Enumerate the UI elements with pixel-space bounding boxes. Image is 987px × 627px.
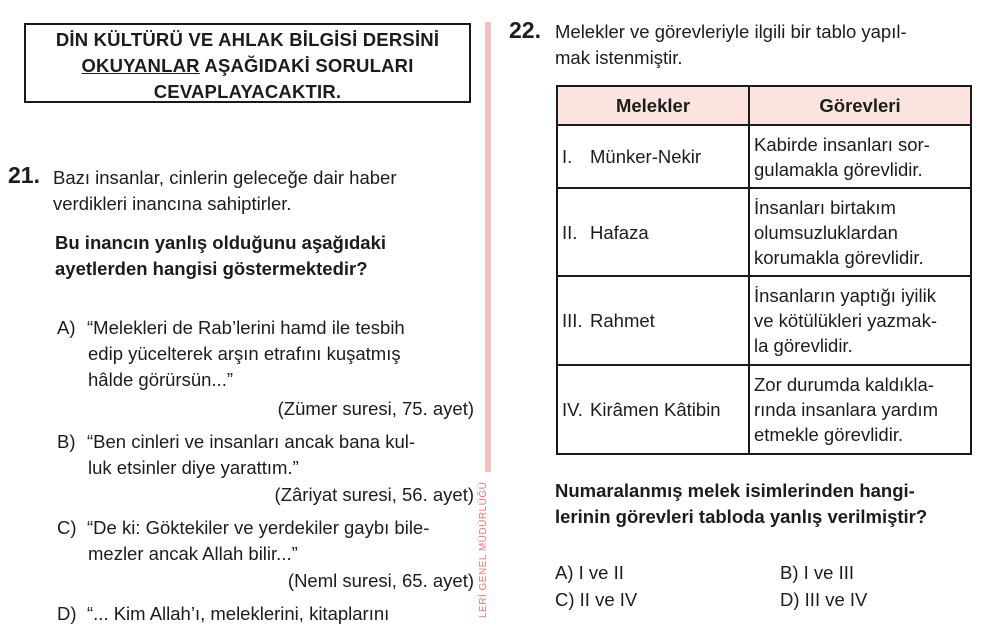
- option-letter: D): [57, 603, 77, 624]
- vertical-publisher-text: LERİ GENEL MÜDÜRLÜĞÜ: [478, 481, 489, 618]
- question-21-prompt-1: Bu inancın yanlış olduğunu aşağıdaki: [55, 232, 386, 253]
- duty-line: la görevlidir.: [754, 335, 853, 356]
- notice-line-1: DİN KÜLTÜRÜ VE AHLAK BİLGİSİ DERSİNİ: [55, 29, 440, 50]
- column-separator: [485, 22, 491, 472]
- option-line: edip yücelterek arşın etrafını kuşatmış: [88, 343, 401, 364]
- angel-name: Hafaza: [590, 221, 649, 243]
- angel-name: Kirâmen Kâtibin: [590, 399, 721, 420]
- notice-underlined-word: OKUYANLAR: [81, 55, 200, 76]
- option-letter: A): [57, 317, 76, 338]
- duty-line: İnsanların yaptığı iyilik: [754, 285, 937, 306]
- duty-cell: [749, 188, 971, 276]
- option-source: (Zâriyat suresi, 56. ayet): [274, 484, 474, 505]
- angel-name-cell: [557, 188, 749, 276]
- row-roman-numeral: II.: [562, 221, 578, 243]
- question-22-option-d[interactable]: D) III ve IV: [780, 589, 868, 610]
- duty-line: gulamakla görevlidir.: [754, 158, 923, 180]
- question-22-prompt-2: lerinin görevleri tabloda yanlış verilmiştir?: [555, 506, 928, 527]
- table-header-row: [557, 86, 971, 125]
- duty-line: Zor durumda kaldıkla-: [754, 374, 934, 395]
- notice-line-2-rest: AŞAĞIDAKİ SORULARI: [199, 55, 414, 76]
- question-21-prompt-2: ayetlerden hangisi göstermektedir?: [55, 258, 368, 279]
- option-line: hâlde görürsün...”: [88, 369, 234, 390]
- question-22-option-a[interactable]: A) I ve II: [555, 562, 624, 583]
- option-line: mezler ancak Allah bilir...”: [88, 543, 298, 564]
- question-22-option-c[interactable]: C) II ve IV: [555, 589, 638, 610]
- table-header-angels: Melekler: [557, 86, 749, 125]
- table-row: [557, 276, 971, 365]
- question-22-number: 22.: [509, 17, 541, 43]
- angel-name-cell: [557, 365, 749, 454]
- duty-cell: [749, 365, 971, 454]
- angels-table: [556, 85, 972, 455]
- duty-line: Kabirde insanları sor-: [754, 133, 930, 155]
- option-letter: B): [57, 431, 76, 452]
- option-line: “Ben cinleri ve insanları ancak bana kul-: [87, 431, 416, 452]
- row-roman-numeral: IV.: [562, 399, 583, 420]
- duty-line: korumakla görevlidir.: [754, 246, 924, 268]
- question-22-prompt-1: Numaralanmış melek isimlerinden hangi-: [555, 480, 915, 501]
- angel-name: Rahmet: [590, 310, 655, 331]
- option-letter: C): [57, 517, 77, 538]
- notice-line-2: [26, 53, 469, 79]
- table-row: [557, 125, 971, 188]
- row-roman-numeral: I.: [562, 146, 573, 167]
- option-line: “... Kim Allah’ı, meleklerini, kitaplarını: [87, 603, 390, 624]
- question-21-intro-1: Bazı insanlar, cinlerin geleceğe dair haber: [53, 167, 397, 188]
- duty-line: olumsuzluklardan: [754, 221, 898, 243]
- angel-name-cell: [557, 125, 749, 188]
- option-line: luk etsinler diye yarattım.”: [88, 457, 299, 478]
- question-22-option-b[interactable]: B) I ve III: [780, 562, 855, 583]
- option-source: (Zümer suresi, 75. ayet): [277, 398, 474, 419]
- notice-line-3: CEVAPLAYACAKTIR.: [153, 81, 342, 102]
- question-21-intro-2: verdikleri inancına sahiptirler.: [53, 193, 292, 214]
- question-21-number: 21.: [8, 162, 40, 188]
- option-source: (Neml suresi, 65. ayet): [287, 570, 474, 591]
- duty-line: rında insanlara yardım: [754, 399, 939, 420]
- duty-cell: [749, 125, 971, 188]
- duty-line: İnsanları birtakım: [754, 196, 896, 218]
- duty-line: etmekle görevlidir.: [754, 424, 904, 445]
- question-22-intro-2: mak istenmiştir.: [555, 47, 683, 68]
- table-header-duties: Görevleri: [749, 86, 971, 125]
- angel-name-cell: [557, 276, 749, 365]
- duty-cell: [749, 276, 971, 365]
- option-line: “Melekleri de Rab’lerini hamd ile tesbih: [87, 317, 405, 338]
- table-row: [557, 365, 971, 454]
- angel-name: Münker-Nekir: [590, 146, 702, 167]
- course-notice-box: [24, 23, 471, 103]
- duty-line: ve kötülükleri yazmak-: [754, 310, 938, 331]
- row-roman-numeral: III.: [562, 310, 583, 331]
- question-22-intro-1: Melekler ve görevleriyle ilgili bir tablo yapıl-: [555, 21, 907, 42]
- table-row: [557, 188, 971, 276]
- option-line: “De ki: Göktekiler ve yerdekiler gaybı bile-: [87, 517, 430, 538]
